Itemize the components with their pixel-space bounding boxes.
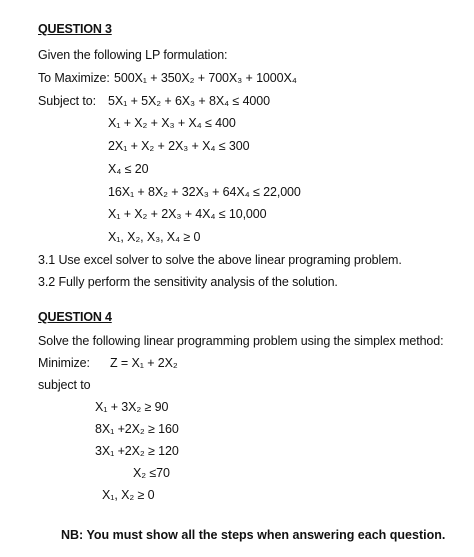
q3-constraint-4: X₄ ≤ 20 [108, 162, 149, 176]
q3-objective: 500X₁ + 350X₂ + 700X₃ + 1000X₄ [114, 71, 297, 85]
q3-constraint-1: 5X₁ + 5X₂ + 6X₃ + 8X₄ ≤ 4000 [108, 94, 270, 108]
q3-task-2: 3.2 Fully perform the sensitivity analysis of the solution. [38, 275, 338, 289]
q3-objective-label: To Maximize: [38, 71, 110, 85]
question-4-heading: QUESTION 4 [38, 310, 112, 324]
q4-objective-label: Minimize: [38, 356, 90, 370]
q3-constraint-5: 16X₁ + 8X₂ + 32X₃ + 64X₄ ≤ 22,000 [108, 185, 301, 199]
question-3-intro: Given the following LP formulation: [38, 48, 228, 62]
q3-constraint-2: X₁ + X₂ + X₃ + X₄ ≤ 400 [108, 116, 236, 130]
q4-objective: Z = X₁ + 2X₂ [110, 356, 178, 370]
q4-constraint-2: 8X₁ +2X₂ ≥ 160 [95, 422, 179, 436]
q4-constraint-1: X₁ + 3X₂ ≥ 90 [95, 400, 169, 414]
question-4-intro: Solve the following linear programming problem using the simplex method: [38, 334, 444, 348]
q4-constraint-4: X₂ ≤70 [133, 466, 170, 480]
q3-nonnegativity: X₁, X₂, X₃, X₄ ≥ 0 [108, 230, 201, 244]
q4-nonnegativity: X₁, X₂ ≥ 0 [102, 488, 155, 502]
q3-constraint-3: 2X₁ + X₂ + 2X₃ + X₄ ≤ 300 [108, 139, 250, 153]
q4-constraint-3: 3X₁ +2X₂ ≥ 120 [95, 444, 179, 458]
q4-subject-label: subject to [38, 378, 91, 392]
instruction-note: NB: You must show all the steps when answering each question. [61, 528, 446, 542]
question-3-heading: QUESTION 3 [38, 22, 112, 36]
q3-constraint-6: X₁ + X₂ + 2X₃ + 4X₄ ≤ 10,000 [108, 207, 267, 221]
q3-subject-label: Subject to: [38, 94, 96, 108]
q3-task-1: 3.1 Use excel solver to solve the above linear programing problem. [38, 253, 402, 267]
